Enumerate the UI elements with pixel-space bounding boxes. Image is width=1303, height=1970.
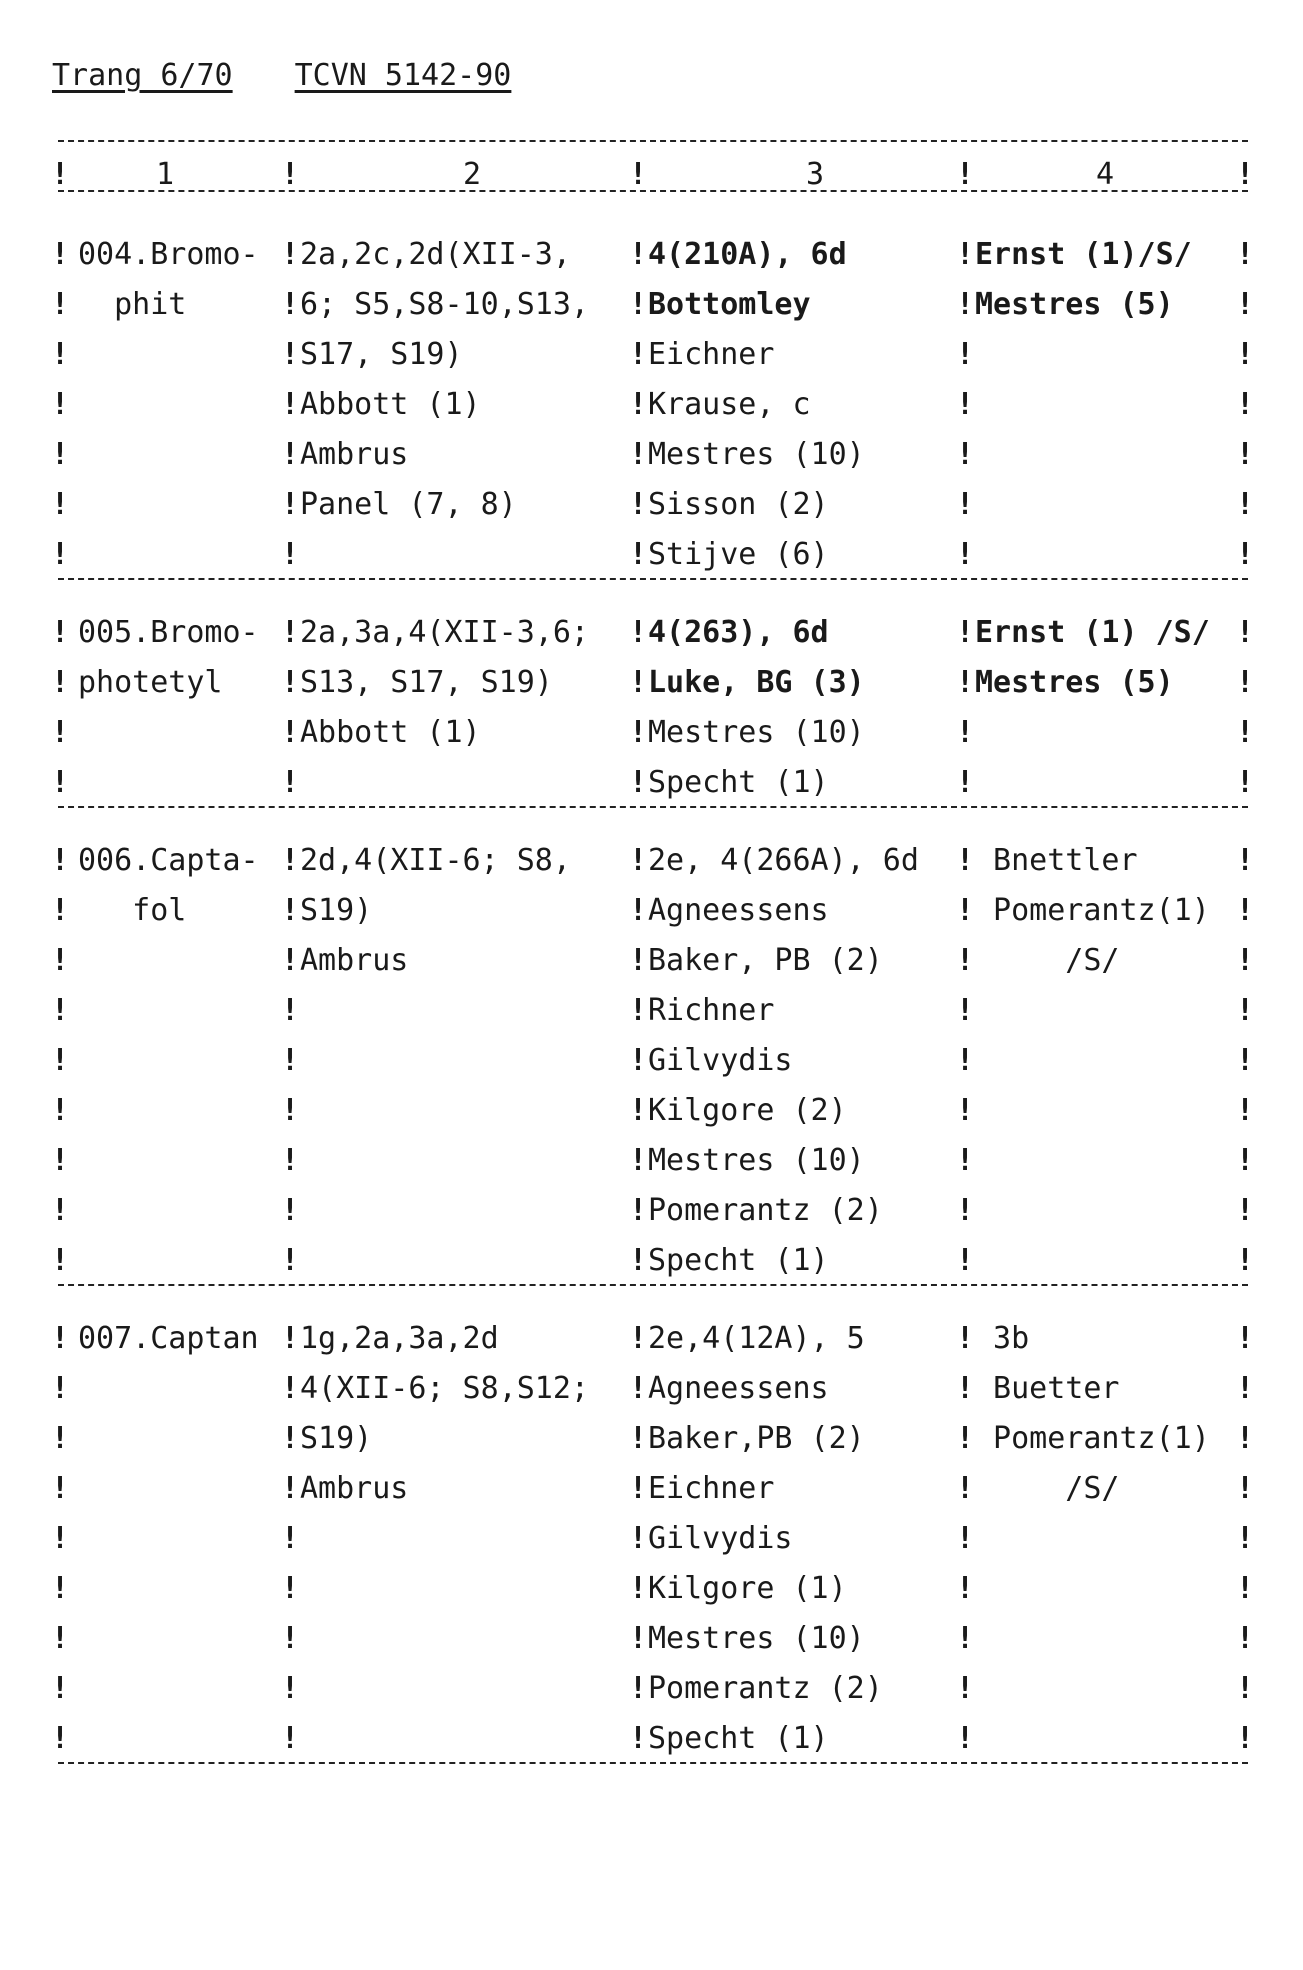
table-cell: 004.Bromo- bbox=[78, 237, 259, 272]
column-separator: ! bbox=[1235, 665, 1255, 700]
table-cell: Bnettler bbox=[975, 843, 1138, 878]
column-separator: ! bbox=[280, 765, 300, 800]
column-separator: ! bbox=[1235, 387, 1255, 422]
table-cell: 4(XII-6; S8,S12; bbox=[300, 1371, 589, 1406]
column-separator: ! bbox=[628, 337, 648, 372]
column-separator: ! bbox=[955, 615, 975, 650]
table-cell: Mestres (10) bbox=[648, 437, 865, 472]
table-cell: S19) bbox=[300, 1421, 373, 1456]
column-separator: ! bbox=[280, 843, 300, 878]
column-separator: ! bbox=[280, 1671, 300, 1706]
column-separator: ! bbox=[280, 437, 300, 472]
column-separator: ! bbox=[1235, 1671, 1255, 1706]
column-separator: ! bbox=[955, 537, 975, 572]
table-cell: Pomerantz (2) bbox=[648, 1193, 883, 1228]
table-cell: Richner bbox=[648, 993, 775, 1028]
column-separator: ! bbox=[50, 487, 70, 522]
column-separator: ! bbox=[280, 157, 300, 192]
table-cell: Eichner bbox=[648, 337, 775, 372]
column-separator: ! bbox=[628, 1571, 648, 1606]
column-separator: ! bbox=[280, 1143, 300, 1178]
column-separator: ! bbox=[628, 1371, 648, 1406]
column-separator: ! bbox=[50, 387, 70, 422]
column-separator: ! bbox=[955, 943, 975, 978]
table-cell: /S/ bbox=[975, 943, 1120, 978]
column-separator: ! bbox=[280, 1571, 300, 1606]
table-cell: Stijve (6) bbox=[648, 537, 829, 572]
table-cell: 4(263), 6d bbox=[648, 615, 829, 650]
column-separator: ! bbox=[280, 943, 300, 978]
table-cell: Buetter bbox=[975, 1371, 1120, 1406]
column-separator: ! bbox=[955, 715, 975, 750]
column-separator: ! bbox=[628, 1243, 648, 1278]
column-number: 2 bbox=[462, 157, 482, 192]
table-cell: Agneessens bbox=[648, 1371, 829, 1406]
column-separator: ! bbox=[50, 715, 70, 750]
column-separator: ! bbox=[50, 1193, 70, 1228]
table-cell: Agneessens bbox=[648, 893, 829, 928]
table-cell: Mestres (10) bbox=[648, 1143, 865, 1178]
table-cell: 007.Captan bbox=[78, 1321, 259, 1356]
column-separator: ! bbox=[280, 1243, 300, 1278]
table-cell: S19) bbox=[300, 893, 373, 928]
column-separator: ! bbox=[50, 893, 70, 928]
column-separator: ! bbox=[955, 843, 975, 878]
column-separator: ! bbox=[628, 1321, 648, 1356]
column-separator: ! bbox=[955, 1143, 975, 1178]
standard-code: TCVN 5142-90 bbox=[294, 58, 512, 93]
column-separator: ! bbox=[280, 237, 300, 272]
table-cell: phit bbox=[78, 287, 187, 322]
column-separator: ! bbox=[628, 1471, 648, 1506]
column-separator: ! bbox=[955, 1621, 975, 1656]
table-cell: Sisson (2) bbox=[648, 487, 829, 522]
table-cell: Kilgore (1) bbox=[648, 1571, 847, 1606]
column-separator: ! bbox=[628, 1193, 648, 1228]
column-separator: ! bbox=[955, 487, 975, 522]
column-separator: ! bbox=[1235, 943, 1255, 978]
table-cell: Panel (7, 8) bbox=[300, 487, 517, 522]
table-cell: 005.Bromo- bbox=[78, 615, 259, 650]
column-separator: ! bbox=[50, 537, 70, 572]
column-separator: ! bbox=[280, 387, 300, 422]
row-divider bbox=[58, 1762, 1248, 1764]
column-separator: ! bbox=[628, 1421, 648, 1456]
column-separator: ! bbox=[628, 237, 648, 272]
column-separator: ! bbox=[280, 1721, 300, 1756]
column-separator: ! bbox=[955, 893, 975, 928]
column-separator: ! bbox=[1235, 715, 1255, 750]
column-separator: ! bbox=[955, 993, 975, 1028]
column-separator: ! bbox=[628, 387, 648, 422]
table-cell: 3b bbox=[975, 1321, 1030, 1356]
table-cell: Specht (1) bbox=[648, 765, 829, 800]
column-separator: ! bbox=[628, 1671, 648, 1706]
row-divider bbox=[58, 806, 1248, 808]
table-cell: Mestres (10) bbox=[648, 715, 865, 750]
table-cell: /S/ bbox=[975, 1471, 1120, 1506]
column-separator: ! bbox=[280, 1421, 300, 1456]
column-separator: ! bbox=[1235, 1371, 1255, 1406]
column-separator: ! bbox=[280, 537, 300, 572]
row-divider bbox=[58, 190, 1248, 192]
column-separator: ! bbox=[955, 337, 975, 372]
column-separator: ! bbox=[280, 615, 300, 650]
column-separator: ! bbox=[280, 337, 300, 372]
table-cell: S17, S19) bbox=[300, 337, 463, 372]
column-separator: ! bbox=[1235, 1093, 1255, 1128]
column-separator: ! bbox=[955, 157, 975, 192]
column-separator: ! bbox=[280, 1471, 300, 1506]
column-separator: ! bbox=[50, 993, 70, 1028]
column-separator: ! bbox=[50, 1721, 70, 1756]
column-separator: ! bbox=[628, 1621, 648, 1656]
column-separator: ! bbox=[1235, 237, 1255, 272]
column-separator: ! bbox=[50, 943, 70, 978]
row-divider bbox=[58, 1284, 1248, 1286]
table-cell: Pomerantz (2) bbox=[648, 1671, 883, 1706]
column-separator: ! bbox=[955, 1671, 975, 1706]
column-separator: ! bbox=[50, 1243, 70, 1278]
column-separator: ! bbox=[1235, 843, 1255, 878]
column-number: 1 bbox=[155, 157, 175, 192]
column-separator: ! bbox=[50, 237, 70, 272]
column-separator: ! bbox=[628, 1093, 648, 1128]
column-separator: ! bbox=[50, 765, 70, 800]
column-separator: ! bbox=[628, 715, 648, 750]
column-separator: ! bbox=[50, 1143, 70, 1178]
table-cell: 2a,2c,2d(XII-3, bbox=[300, 237, 571, 272]
column-separator: ! bbox=[50, 665, 70, 700]
column-separator: ! bbox=[1235, 337, 1255, 372]
column-separator: ! bbox=[50, 1471, 70, 1506]
column-separator: ! bbox=[1235, 765, 1255, 800]
table-cell: Pomerantz(1) bbox=[975, 893, 1210, 928]
table-cell: Ernst (1)/S/ bbox=[975, 237, 1192, 272]
column-separator: ! bbox=[1235, 537, 1255, 572]
column-separator: ! bbox=[955, 665, 975, 700]
column-separator: ! bbox=[628, 843, 648, 878]
column-separator: ! bbox=[280, 487, 300, 522]
column-separator: ! bbox=[1235, 1471, 1255, 1506]
column-separator: ! bbox=[280, 1371, 300, 1406]
column-separator: ! bbox=[1235, 287, 1255, 322]
column-separator: ! bbox=[955, 1521, 975, 1556]
table-cell: Specht (1) bbox=[648, 1721, 829, 1756]
table-cell: Pomerantz(1) bbox=[975, 1421, 1210, 1456]
table-cell: 2e,4(12A), 5 bbox=[648, 1321, 865, 1356]
column-separator: ! bbox=[955, 1093, 975, 1128]
column-separator: ! bbox=[955, 1571, 975, 1606]
table-cell: Abbott (1) bbox=[300, 715, 481, 750]
column-separator: ! bbox=[50, 157, 70, 192]
table-cell: Luke, BG (3) bbox=[648, 665, 865, 700]
table-cell: Mestres (5) bbox=[975, 665, 1174, 700]
column-separator: ! bbox=[955, 1321, 975, 1356]
column-separator: ! bbox=[628, 157, 648, 192]
column-separator: ! bbox=[955, 237, 975, 272]
column-separator: ! bbox=[628, 893, 648, 928]
column-separator: ! bbox=[1235, 993, 1255, 1028]
table-cell: Baker,PB (2) bbox=[648, 1421, 865, 1456]
column-separator: ! bbox=[628, 765, 648, 800]
table-cell: fol bbox=[78, 893, 187, 928]
table-cell: Abbott (1) bbox=[300, 387, 481, 422]
column-separator: ! bbox=[955, 437, 975, 472]
table-cell: Gilvydis bbox=[648, 1043, 793, 1078]
column-separator: ! bbox=[50, 1043, 70, 1078]
column-separator: ! bbox=[628, 1521, 648, 1556]
column-separator: ! bbox=[280, 1043, 300, 1078]
column-separator: ! bbox=[280, 1521, 300, 1556]
column-separator: ! bbox=[50, 1093, 70, 1128]
column-separator: ! bbox=[628, 487, 648, 522]
table-top-rule bbox=[58, 140, 1248, 142]
column-separator: ! bbox=[628, 1721, 648, 1756]
table-cell: 2a,3a,4(XII-3,6; bbox=[300, 615, 589, 650]
column-separator: ! bbox=[1235, 1143, 1255, 1178]
column-separator: ! bbox=[1235, 1621, 1255, 1656]
column-separator: ! bbox=[628, 943, 648, 978]
table-cell: 2e, 4(266A), 6d bbox=[648, 843, 919, 878]
column-separator: ! bbox=[280, 665, 300, 700]
column-separator: ! bbox=[50, 1671, 70, 1706]
column-separator: ! bbox=[628, 993, 648, 1028]
table-cell: 6; S5,S8-10,S13, bbox=[300, 287, 589, 322]
column-separator: ! bbox=[1235, 487, 1255, 522]
column-separator: ! bbox=[50, 843, 70, 878]
column-separator: ! bbox=[50, 437, 70, 472]
column-separator: ! bbox=[1235, 157, 1255, 192]
column-separator: ! bbox=[50, 337, 70, 372]
column-separator: ! bbox=[628, 615, 648, 650]
table-cell: Eichner bbox=[648, 1471, 775, 1506]
column-separator: ! bbox=[1235, 1321, 1255, 1356]
page-header bbox=[52, 58, 511, 93]
column-separator: ! bbox=[955, 1371, 975, 1406]
row-divider bbox=[58, 578, 1248, 580]
column-separator: ! bbox=[955, 1471, 975, 1506]
column-separator: ! bbox=[628, 287, 648, 322]
column-separator: ! bbox=[628, 665, 648, 700]
table-cell: Bottomley bbox=[648, 287, 811, 322]
table-cell: Ambrus bbox=[300, 1471, 409, 1506]
column-separator: ! bbox=[628, 1143, 648, 1178]
table-cell: Krause, c bbox=[648, 387, 811, 422]
column-separator: ! bbox=[280, 1093, 300, 1128]
column-separator: ! bbox=[1235, 1571, 1255, 1606]
column-separator: ! bbox=[50, 1421, 70, 1456]
column-separator: ! bbox=[50, 1521, 70, 1556]
column-separator: ! bbox=[628, 437, 648, 472]
column-separator: ! bbox=[280, 1321, 300, 1356]
page-label: Trang 6/70 bbox=[52, 58, 233, 93]
column-separator: ! bbox=[1235, 1243, 1255, 1278]
table-cell: photetyl bbox=[78, 665, 223, 700]
column-separator: ! bbox=[280, 287, 300, 322]
column-separator: ! bbox=[955, 1721, 975, 1756]
table-cell: 4(210A), 6d bbox=[648, 237, 847, 272]
table-cell: 2d,4(XII-6; S8, bbox=[300, 843, 571, 878]
column-separator: ! bbox=[955, 1043, 975, 1078]
column-number: 4 bbox=[1095, 157, 1115, 192]
table-cell: Kilgore (2) bbox=[648, 1093, 847, 1128]
table-cell: Specht (1) bbox=[648, 1243, 829, 1278]
column-separator: ! bbox=[1235, 1193, 1255, 1228]
column-separator: ! bbox=[1235, 1521, 1255, 1556]
table-cell: Ambrus bbox=[300, 943, 409, 978]
table-cell: 1g,2a,3a,2d bbox=[300, 1321, 499, 1356]
column-separator: ! bbox=[628, 1043, 648, 1078]
column-separator: ! bbox=[955, 287, 975, 322]
column-separator: ! bbox=[280, 1621, 300, 1656]
column-separator: ! bbox=[1235, 615, 1255, 650]
table-cell: Mestres (10) bbox=[648, 1621, 865, 1656]
column-separator: ! bbox=[50, 1571, 70, 1606]
column-separator: ! bbox=[955, 1243, 975, 1278]
table-cell: Gilvydis bbox=[648, 1521, 793, 1556]
column-number: 3 bbox=[805, 157, 825, 192]
column-separator: ! bbox=[50, 1321, 70, 1356]
column-separator: ! bbox=[1235, 1721, 1255, 1756]
column-separator: ! bbox=[50, 615, 70, 650]
column-separator: ! bbox=[50, 1621, 70, 1656]
column-separator: ! bbox=[280, 715, 300, 750]
column-separator: ! bbox=[955, 765, 975, 800]
table-cell: 006.Capta- bbox=[78, 843, 259, 878]
column-separator: ! bbox=[955, 1193, 975, 1228]
column-separator: ! bbox=[280, 993, 300, 1028]
column-separator: ! bbox=[280, 1193, 300, 1228]
table-cell: Ernst (1) /S/ bbox=[975, 615, 1210, 650]
table-cell: Mestres (5) bbox=[975, 287, 1174, 322]
table-cell: Baker, PB (2) bbox=[648, 943, 883, 978]
table-cell: S13, S17, S19) bbox=[300, 665, 553, 700]
column-separator: ! bbox=[280, 893, 300, 928]
column-separator: ! bbox=[1235, 1421, 1255, 1456]
column-separator: ! bbox=[50, 1371, 70, 1406]
column-separator: ! bbox=[1235, 437, 1255, 472]
column-separator: ! bbox=[50, 287, 70, 322]
column-separator: ! bbox=[955, 387, 975, 422]
column-separator: ! bbox=[1235, 893, 1255, 928]
table-cell: Ambrus bbox=[300, 437, 409, 472]
column-separator: ! bbox=[628, 537, 648, 572]
column-separator: ! bbox=[1235, 1043, 1255, 1078]
column-separator: ! bbox=[955, 1421, 975, 1456]
